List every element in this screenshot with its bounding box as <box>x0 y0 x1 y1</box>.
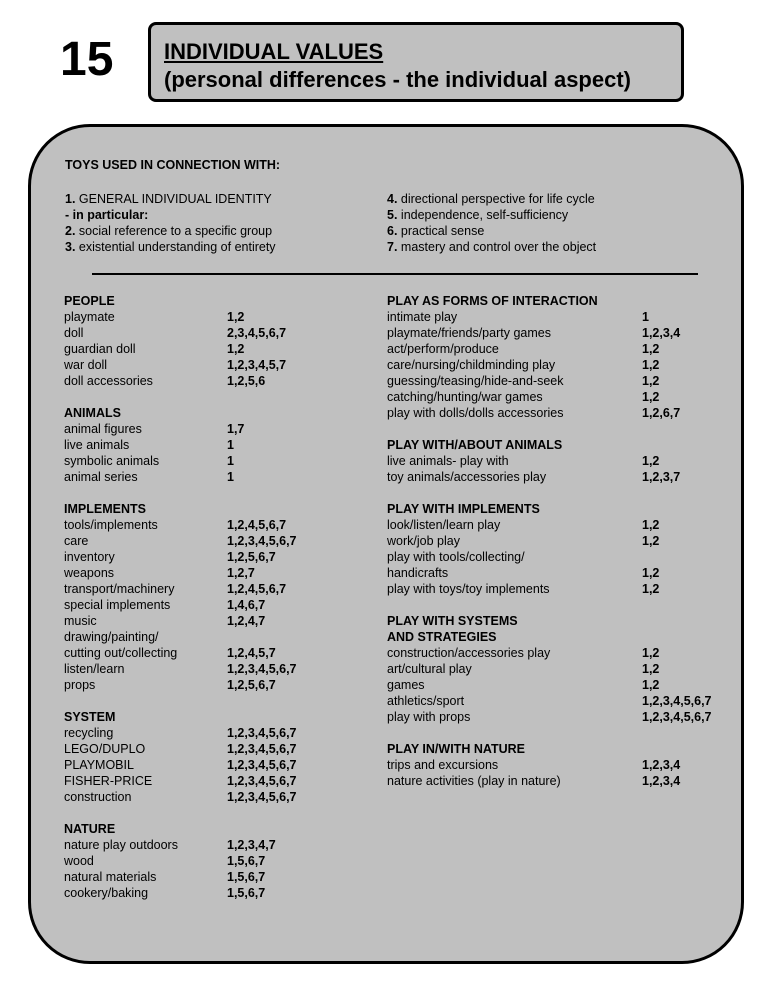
left-item-label: care <box>64 534 89 548</box>
right-item-label: guessing/teasing/hide-and-seek <box>387 374 564 388</box>
criterion-number: 6. <box>387 224 398 238</box>
criterion-number: 5. <box>387 208 398 222</box>
left-item-label: PLAYMOBIL <box>64 758 134 772</box>
left-item-value: 1,2,4,5,6,7 <box>227 582 287 596</box>
left-item-value: 1,2,5,6,7 <box>227 550 276 564</box>
left-item-label: symbolic animals <box>64 454 160 468</box>
left-item-label: nature play outdoors <box>64 838 178 852</box>
left-item-label: weapons <box>64 566 115 580</box>
criterion-text: independence, self-sufficiency <box>397 208 569 222</box>
left-section-heading: PEOPLE <box>64 294 115 308</box>
left-item-label: doll <box>64 326 84 340</box>
left-item-value: 1,5,6,7 <box>227 870 266 884</box>
left-item-label: live animals <box>64 438 130 452</box>
left-item-label: cookery/baking <box>64 886 149 900</box>
left-item-label: natural materials <box>64 870 157 884</box>
criterion-number: 2. <box>65 224 76 238</box>
right-item-value: 1,2 <box>642 662 660 676</box>
right-item-label: intimate play <box>387 310 458 324</box>
right-item-label: playmate/friends/party games <box>387 326 551 340</box>
left-item-label: LEGO/DUPLO <box>64 742 146 756</box>
left-item-label: playmate <box>64 310 115 324</box>
right-item-label: games <box>387 678 425 692</box>
criterion-number: 1. <box>65 192 76 206</box>
left-item-label: drawing/painting/ <box>64 630 159 644</box>
criterion-text: GENERAL INDIVIDUAL IDENTITY <box>75 192 272 206</box>
left-item-value: 1,2,3,4,5,7 <box>227 358 287 372</box>
right-item-value: 1,2 <box>642 534 660 548</box>
left-item-value: 1,2,3,4,5,6,7 <box>227 790 297 804</box>
left-section-heading: IMPLEMENTS <box>64 502 146 516</box>
right-item-label: catching/hunting/war games <box>387 390 543 404</box>
left-item-value: 1,2,3,4,5,6,7 <box>227 662 297 676</box>
criterion-number: 7. <box>387 240 398 254</box>
right-section-heading: PLAY WITH SYSTEMS <box>387 614 518 628</box>
left-item-value: 1,2,4,5,6,7 <box>227 518 287 532</box>
left-item-label: props <box>64 678 96 692</box>
intro-left-item <box>65 239 276 255</box>
left-item-value: 1,2,3,4,5,6,7 <box>227 758 297 772</box>
right-item-label: nature activities (play in nature) <box>387 774 561 788</box>
left-section-heading: SYSTEM <box>64 710 116 724</box>
intro-left-item <box>65 191 272 207</box>
right-section-heading: PLAY WITH IMPLEMENTS <box>387 502 540 516</box>
left-item-label: animal figures <box>64 422 142 436</box>
left-item-label: doll accessories <box>64 374 153 388</box>
right-item-value: 1,2 <box>642 342 660 356</box>
right-section-heading: AND STRATEGIES <box>387 630 497 644</box>
page-title: INDIVIDUAL VALUES <box>164 39 384 64</box>
left-item-value: 1,2,5,6 <box>227 374 266 388</box>
left-item-value: 1,2,5,6,7 <box>227 678 276 692</box>
right-item-value: 1,2,3,4 <box>642 774 681 788</box>
left-item-label: music <box>64 614 97 628</box>
right-item-value: 1,2 <box>642 646 660 660</box>
right-item-value: 1,2,6,7 <box>642 406 681 420</box>
criterion-text: - in particular: <box>65 208 149 222</box>
right-item-label: play with tools/collecting/ <box>387 550 525 564</box>
right-item-value: 1,2,3,7 <box>642 470 681 484</box>
left-item-value: 1,2,3,4,5,6,7 <box>227 742 297 756</box>
right-item-value: 1,2 <box>642 566 660 580</box>
left-item-label: listen/learn <box>64 662 125 676</box>
left-item-label: animal series <box>64 470 138 484</box>
criterion-text: mastery and control over the object <box>397 240 597 254</box>
left-item-label: wood <box>64 854 94 868</box>
left-section-heading: ANIMALS <box>64 406 121 420</box>
right-item-value: 1,2,3,4,5,6,7 <box>642 710 712 724</box>
right-item-label: live animals- play with <box>387 454 509 468</box>
intro-left-item <box>65 223 272 239</box>
left-item-label: war doll <box>64 358 108 372</box>
left-item-value: 1,2,4,7 <box>227 614 266 628</box>
left-item-value: 1,2,4,5,7 <box>227 646 276 660</box>
left-item-value: 1,2,3,4,7 <box>227 838 276 852</box>
right-item-value: 1,2 <box>642 358 660 372</box>
left-item-label: tools/implements <box>64 518 158 532</box>
right-section-heading: PLAY AS FORMS OF INTERACTION <box>387 294 598 308</box>
left-item-label: recycling <box>64 726 114 740</box>
right-item-label: athletics/sport <box>387 694 465 708</box>
right-item-label: work/job play <box>387 534 460 548</box>
right-item-label: construction/accessories play <box>387 646 551 660</box>
right-item-value: 1,2 <box>642 582 660 596</box>
criterion-number: 4. <box>387 192 398 206</box>
right-item-label: trips and excursions <box>387 758 499 772</box>
right-item-label: art/cultural play <box>387 662 472 676</box>
right-section-heading: PLAY IN/WITH NATURE <box>387 742 525 756</box>
left-item-label: cutting out/collecting <box>64 646 178 660</box>
right-item-value: 1,2 <box>642 374 660 388</box>
left-item-value: 1,4,6,7 <box>227 598 266 612</box>
left-item-value: 1,5,6,7 <box>227 854 266 868</box>
page-number: 15 <box>60 33 114 86</box>
right-section-heading: PLAY WITH/ABOUT ANIMALS <box>387 438 563 452</box>
criterion-text: existential understanding of entirety <box>75 240 276 254</box>
right-item-value: 1 <box>642 310 649 324</box>
right-item-label: toy animals/accessories play <box>387 470 547 484</box>
left-item-value: 1 <box>227 454 234 468</box>
right-item-value: 1,2,3,4 <box>642 326 681 340</box>
right-item-label: play with dolls/dolls accessories <box>387 406 564 420</box>
intro-right-item <box>387 223 484 239</box>
right-item-label: handicrafts <box>387 566 449 580</box>
left-item-value: 2,3,4,5,6,7 <box>227 326 287 340</box>
right-item-label: act/perform/produce <box>387 342 499 356</box>
left-item-value: 1,2,3,4,5,6,7 <box>227 726 297 740</box>
right-item-value: 1,2 <box>642 454 660 468</box>
section-divider <box>92 273 698 275</box>
right-item-label: look/listen/learn play <box>387 518 501 532</box>
right-item-value: 1,2,3,4,5,6,7 <box>642 694 712 708</box>
intro-right-item <box>387 239 596 255</box>
left-item-label: construction <box>64 790 132 804</box>
right-item-value: 1,2 <box>642 518 660 532</box>
left-item-label: guardian doll <box>64 342 136 356</box>
left-section-heading: NATURE <box>64 822 116 836</box>
intro-right-item <box>387 207 568 223</box>
criterion-text: practical sense <box>397 224 485 238</box>
left-item-label: inventory <box>64 550 115 564</box>
left-item-value: 1 <box>227 470 234 484</box>
intro-left-item <box>65 207 148 223</box>
criterion-text: social reference to a specific group <box>75 224 273 238</box>
left-item-value: 1,5,6,7 <box>227 886 266 900</box>
left-item-value: 1,2,7 <box>227 566 255 580</box>
right-item-value: 1,2,3,4 <box>642 758 681 772</box>
left-item-value: 1,7 <box>227 422 245 436</box>
right-item-label: play with toys/toy implements <box>387 582 550 596</box>
left-item-value: 1,2 <box>227 342 245 356</box>
left-item-label: FISHER-PRICE <box>64 774 153 788</box>
criterion-text: directional perspective for life cycle <box>397 192 595 206</box>
criterion-number: 3. <box>65 240 76 254</box>
page-subtitle: (personal differences - the individual aspect) <box>164 67 631 92</box>
intro-heading: TOYS USED IN CONNECTION WITH: <box>65 158 281 172</box>
title-box <box>148 22 684 102</box>
left-item-value: 1,2,3,4,5,6,7 <box>227 774 297 788</box>
right-item-label: play with props <box>387 710 471 724</box>
left-item-value: 1 <box>227 438 234 452</box>
left-item-label: transport/machinery <box>64 582 175 596</box>
left-item-value: 1,2 <box>227 310 245 324</box>
intro-right-item <box>387 191 595 207</box>
right-item-value: 1,2 <box>642 390 660 404</box>
right-item-value: 1,2 <box>642 678 660 692</box>
left-item-label: special implements <box>64 598 171 612</box>
right-item-label: care/nursing/childminding play <box>387 358 556 372</box>
left-item-value: 1,2,3,4,5,6,7 <box>227 534 297 548</box>
